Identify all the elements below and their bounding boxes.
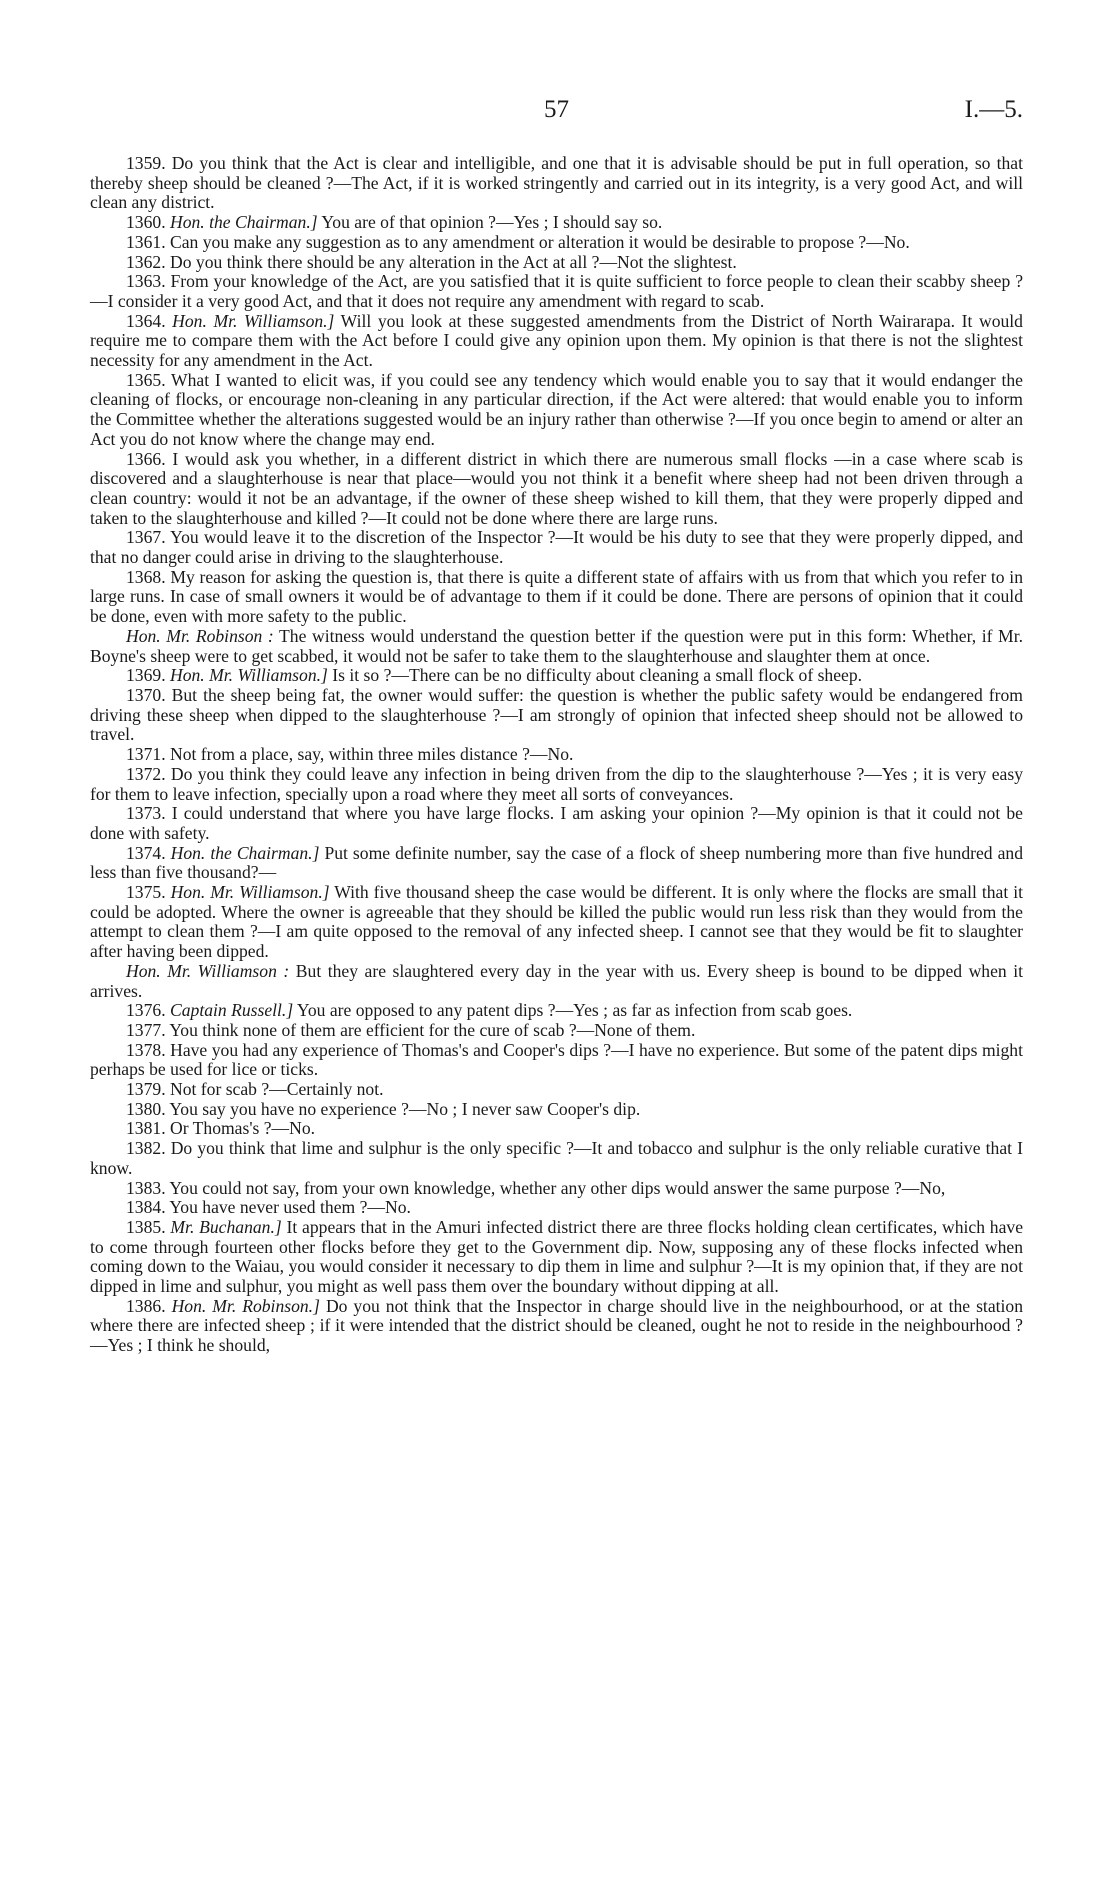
paragraph-text: You have never used them ?—No.	[169, 1197, 411, 1218]
testimony-body	[90, 154, 1023, 1356]
testimony-paragraph	[90, 1100, 1023, 1120]
speaker-name: Hon. the Chairman.]	[170, 212, 318, 233]
paragraph-text: Do you not think that the Inspector in charge should live in the neighbourhood, or at the station where there are infected sheep ; if it were intended that the district should be cleaned, ought he not to reside in the neighbourhood ?—Yes ; I think he should,	[90, 1295, 1023, 1356]
question-number: 1370.	[126, 684, 166, 705]
paragraph-text: What I wanted to elicit was, if you could see any tendency which would enable you to say that it would endanger the cleaning of flocks, or encourage non-cleaning in any particular direction, if the Act were altered: that would enable you to inform the Committee whether the alterations suggested would be an injury rather than otherwise ?—If you once begin to amend or alter an Act you do not know where the change may end.	[90, 369, 1023, 449]
paragraph-text: But they are slaughtered every day in the year with us. Every sheep is bound to be dipped when it arrives.	[90, 960, 1023, 1001]
question-number: 1363.	[126, 271, 166, 292]
testimony-paragraph	[90, 1021, 1023, 1041]
question-number: 1366.	[126, 448, 166, 469]
paragraph-text: Is it so ?—There can be no difficulty about cleaning a small flock of sheep.	[332, 665, 863, 686]
testimony-paragraph	[90, 233, 1023, 253]
paragraph-text: You say you have no experience ?—No ; I never saw Cooper's dip.	[169, 1098, 641, 1119]
paragraph-text: But the sheep being fat, the owner would suffer: the question is whether the public safety would be endangered from driving these sheep when dipped to the slaughterhouse ?—I am strongly of opinion that infected sheep should not be allowed to travel.	[90, 684, 1023, 745]
testimony-paragraph	[90, 765, 1023, 804]
paragraph-text: Have you had any experience of Thomas's and Cooper's dips ?—I have no experience. But some of the patent dips might perhaps be used for lice or ticks.	[90, 1039, 1023, 1080]
testimony-paragraph	[90, 804, 1023, 843]
question-number: 1359.	[126, 153, 166, 173]
question-number: 1369.	[126, 665, 166, 686]
paragraph-text: Do you think that the Act is clear and intelligible, and one that it is advisable should be put in full operation, so that thereby sheep should be cleaned ?—The Act, if it is worked stringently and carried out in its integrity, is a very good Act, and will clean any district.	[90, 153, 1023, 213]
speaker-name: Hon. the Chairman.]	[170, 842, 320, 863]
question-number: 1385.	[126, 1216, 166, 1237]
testimony-paragraph	[90, 154, 1023, 213]
testimony-paragraph	[90, 962, 1023, 1001]
question-number: 1378.	[126, 1039, 166, 1060]
paragraph-text: The witness would understand the question better if the question were put in this form: Whether, if Mr. Boyne's sheep were to get scabbed, it would not be safer to take them to the slaughterhouse and slaughter them at once.	[90, 625, 1023, 666]
testimony-paragraph	[90, 371, 1023, 450]
document-page	[90, 96, 1023, 1356]
testimony-paragraph	[90, 686, 1023, 745]
question-number: 1374.	[126, 842, 166, 863]
question-number: 1371.	[126, 744, 166, 765]
paragraph-text: Can you make any suggestion as to any amendment or alteration it would be desirable to propose ?—No.	[170, 231, 910, 252]
paragraph-text: You think none of them are efficient for the cure of scab ?—None of them.	[169, 1019, 696, 1040]
paragraph-text: You would leave it to the discretion of the Inspector ?—It would be his duty to see that they were properly dipped, and that no danger could arise in driving to the slaughterhouse.	[90, 527, 1024, 568]
speaker-name: Hon. Mr. Williamson.]	[170, 665, 328, 686]
paragraph-text: From your knowledge of the Act, are you satisfied that it is quite sufficient to force people to clean their scabby sheep ?—I consider it a very good Act, and that it does not require any amendment with regard to scab.	[90, 271, 1023, 311]
question-number: 1375.	[126, 882, 166, 903]
testimony-paragraph	[90, 1198, 1023, 1218]
page-number: 57	[544, 96, 569, 123]
paragraph-text: Not from a place, say, within three miles distance ?—No.	[170, 744, 574, 765]
question-number: 1381.	[126, 1118, 166, 1139]
paragraph-text: I could understand that where you have large flocks. I am asking your opinion ?—My opinion is that it could not be done with safety.	[90, 803, 1023, 843]
question-number: 1364.	[126, 310, 166, 331]
testimony-paragraph	[90, 627, 1023, 666]
testimony-paragraph	[90, 844, 1023, 883]
question-number: 1372.	[126, 763, 166, 784]
testimony-paragraph	[90, 312, 1023, 371]
testimony-paragraph	[90, 450, 1023, 529]
speaker-name: Hon. Mr. Williamson.]	[172, 310, 335, 331]
question-number: 1379.	[126, 1079, 166, 1100]
testimony-paragraph	[90, 528, 1023, 567]
testimony-paragraph	[90, 568, 1023, 627]
question-number: 1382.	[126, 1138, 166, 1159]
paragraph-text: Not for scab ?—Certainly not.	[170, 1079, 384, 1100]
question-number: 1360.	[126, 212, 166, 233]
question-number: 1380.	[126, 1098, 166, 1119]
testimony-paragraph	[90, 883, 1023, 962]
question-number: 1373.	[126, 803, 166, 824]
paragraph-text: Will you look at these suggested amendments from the District of North Wairarapa. It would require me to compare them with the Act before I could give any opinion upon them. My opinion is that there is not the slightest necessity for any amendment in the Act.	[90, 310, 1023, 371]
paragraph-text: Do you think they could leave any infection in being driven from the dip to the slaughterhouse ?—Yes ; it is very easy for them to leave infection, specially upon a road where they meet all sorts of conveyances.	[90, 763, 1023, 804]
testimony-paragraph	[90, 272, 1023, 311]
question-number: 1362.	[126, 251, 166, 272]
testimony-paragraph	[90, 1001, 1023, 1021]
testimony-paragraph	[90, 1218, 1023, 1297]
question-number: 1386.	[126, 1295, 166, 1316]
document-reference: I.—5.	[964, 96, 1023, 123]
speaker-name: Hon. Mr. Robinson.]	[171, 1295, 320, 1316]
testimony-paragraph	[90, 1080, 1023, 1100]
testimony-paragraph	[90, 666, 1023, 686]
testimony-paragraph	[90, 1179, 1023, 1199]
question-number: 1384.	[126, 1197, 166, 1218]
paragraph-text: With five thousand sheep the case would be different. It is only where the flocks are small that it could be adopted. Where the owner is agreeable that they should be killed the public would run less risk than they would from the attempt to clean them ?—I am quite opposed to the removal of any infected sheep. I cannot see that they would be fit to slaughter after having been dipped.	[90, 882, 1023, 962]
paragraph-text: It appears that in the Amuri infected district there are three flocks holding clean certificates, which have to come through fourteen other flocks before they get to the Government dip. Now, supposing any of these flocks infected when coming down to the Waiau, you would consider it necessary to dip them in lime and sulphur ?—It is my opinion that, if they are not dipped in lime and sulphur, you might as well pass them over the boundary without dipping at all.	[90, 1216, 1024, 1297]
question-number: 1361.	[126, 231, 166, 252]
testimony-paragraph	[90, 213, 1023, 233]
speaker-name: Mr. Buchanan.]	[170, 1216, 282, 1237]
question-number: 1367.	[126, 527, 166, 548]
paragraph-text: You could not say, from your own knowledge, whether any other dips would answer the same purpose ?—No,	[169, 1177, 946, 1198]
question-number: 1368.	[126, 566, 166, 587]
speaker-name: Captain Russell.]	[170, 1000, 294, 1021]
question-number: 1376.	[126, 1000, 166, 1021]
speaker-name: Hon. Mr. Robinson :	[126, 625, 274, 646]
question-number: 1383.	[126, 1177, 166, 1198]
paragraph-text: Put some definite number, say the case of a flock of sheep numbering more than five hundred and less than five thousand?—	[90, 842, 1023, 883]
testimony-paragraph	[90, 253, 1023, 273]
testimony-paragraph	[90, 1119, 1023, 1139]
testimony-paragraph	[90, 1041, 1023, 1080]
paragraph-text: Do you think there should be any alteration in the Act at all ?—Not the slightest.	[170, 251, 737, 272]
testimony-paragraph	[90, 745, 1023, 765]
question-number: 1377.	[126, 1019, 166, 1040]
speaker-name: Hon. Mr. Williamson.]	[170, 882, 330, 903]
testimony-paragraph	[90, 1139, 1023, 1178]
paragraph-text: I would ask you whether, in a different district in which there are numerous small flocks —in a case where scab is discovered and a slaughterhouse is near that place—would you not think it a benefit where sheep had not been driven through a clean country: would it not be an advantage, if the owner of these sheep wished to kill them, that they were properly dipped and taken to the slaughterhouse and killed ?—It could not be done where there are large runs.	[90, 448, 1023, 528]
paragraph-text: Or Thomas's ?—No.	[170, 1118, 316, 1139]
paragraph-text: You are opposed to any patent dips ?—Yes ; as far as infection from scab goes.	[296, 1000, 853, 1021]
testimony-paragraph	[90, 1297, 1023, 1356]
page-header	[90, 96, 1023, 136]
question-number: 1365.	[126, 369, 166, 390]
speaker-name: Hon. Mr. Williamson :	[126, 960, 290, 981]
paragraph-text: You are of that opinion ?—Yes ; I should say so.	[321, 212, 663, 233]
paragraph-text: My reason for asking the question is, that there is quite a different state of affairs with us from that which you refer to in large runs. In case of small owners it would be of advantage to them if it could be done. There are persons of opinion that it could be done, even with more safety to the public.	[90, 566, 1023, 627]
paragraph-text: Do you think that lime and sulphur is the only specific ?—It and tobacco and sulphur is the only reliable curative that I know.	[90, 1138, 1023, 1178]
